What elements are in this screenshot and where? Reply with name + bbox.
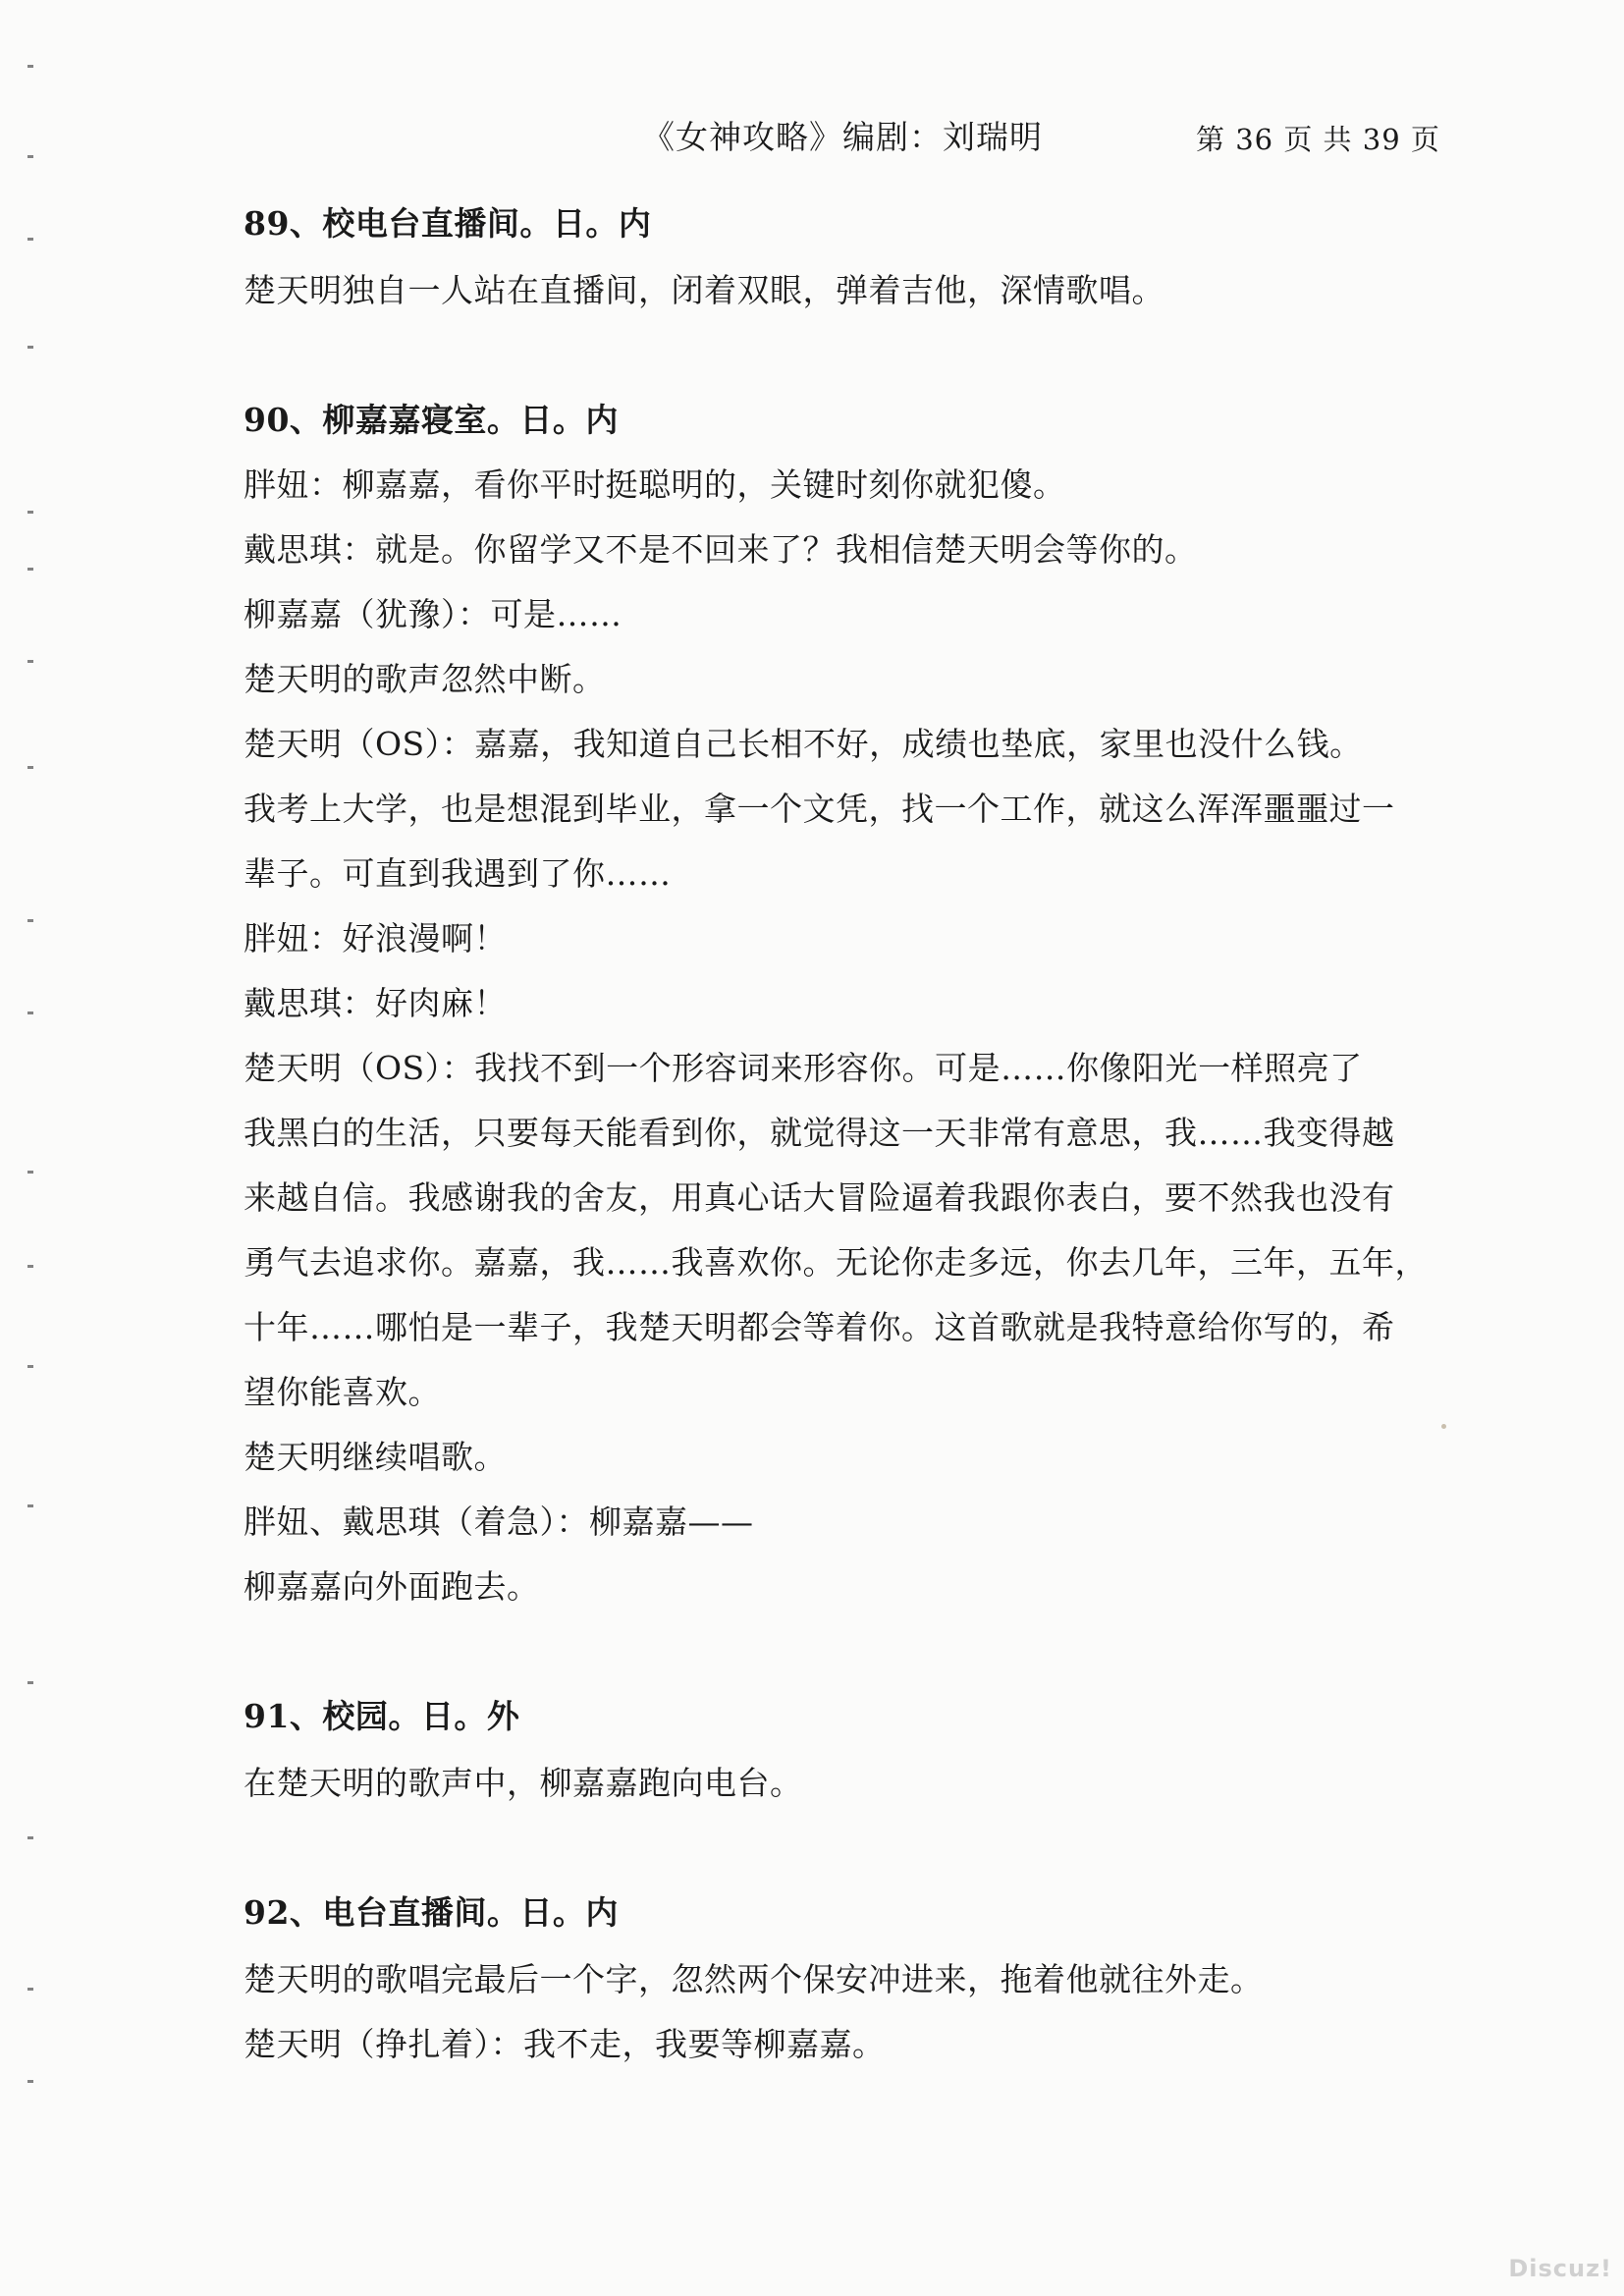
scan-mark: [27, 511, 33, 514]
script-line: 我考上大学，也是想混到毕业，拿一个文凭，找一个工作，就这么浑浑噩噩过一: [244, 790, 1395, 828]
scene-heading: 92、电台直播间。日。内: [244, 1893, 619, 1932]
scan-mark: [27, 346, 33, 349]
page-number: 第 36 页 共 39 页: [1196, 123, 1440, 156]
script-line: 楚天明的歌声忽然中断。: [244, 660, 606, 698]
watermark-logo: Discuz!: [1508, 2255, 1612, 2282]
script-line: 在楚天明的歌声中，柳嘉嘉跑向电台。: [244, 1764, 803, 1802]
scan-mark: [27, 1171, 33, 1174]
scan-mark: [27, 1836, 33, 1839]
script-line: 胖妞：柳嘉嘉，看你平时挺聪明的，关键时刻你就犯傻。: [244, 465, 1066, 504]
scan-mark: [27, 919, 33, 922]
scan-mark: [27, 155, 33, 158]
scan-mark: [27, 2080, 33, 2083]
scan-mark: [27, 238, 33, 241]
script-line: 戴思琪：好肉麻！: [244, 984, 507, 1022]
script-line: 辈子。可直到我遇到了你……: [244, 854, 672, 893]
scan-mark: [27, 65, 33, 68]
script-line: 勇气去追求你。嘉嘉，我……我喜欢你。无论你走多远，你去几年，三年，五年，: [244, 1243, 1428, 1282]
script-line: 楚天明（OS）：我找不到一个形容词来形容你。可是……你像阳光一样照亮了: [244, 1049, 1363, 1087]
page-header: [0, 112, 1624, 161]
scan-mark: [27, 1365, 33, 1368]
script-line: 柳嘉嘉（犹豫）：可是……: [244, 595, 623, 633]
scan-mark: [27, 1681, 33, 1684]
script-line: 楚天明（OS）：嘉嘉，我知道自己长相不好，成绩也垫底，家里也没什么钱。: [244, 725, 1363, 763]
scan-mark: [27, 1265, 33, 1268]
scan-mark: [27, 766, 33, 769]
script-line: 柳嘉嘉向外面跑去。: [244, 1567, 540, 1606]
script-line: 我黑白的生活，只要每天能看到你，就觉得这一天非常有意思，我……我变得越: [244, 1114, 1395, 1152]
script-line: 楚天明（挣扎着）：我不走，我要等柳嘉嘉。: [244, 2025, 886, 2063]
scene-heading: 91、校园。日。外: [244, 1697, 520, 1735]
document-title: 《女神攻略》编剧：刘瑞明: [642, 118, 1043, 156]
script-line: 楚天明继续唱歌。: [244, 1438, 507, 1476]
scan-mark: [27, 1011, 33, 1014]
scan-mark: [27, 1504, 33, 1507]
scan-mark: [27, 1988, 33, 1991]
script-line: 戴思琪：就是。你留学又不是不回来了？我相信楚天明会等你的。: [244, 530, 1198, 569]
scene-heading: 89、校电台直播间。日。内: [244, 204, 652, 243]
scene-heading: 90、柳嘉嘉寝室。日。内: [244, 401, 619, 439]
script-line: 楚天明的歌唱完最后一个字，忽然两个保安冲进来，拖着他就往外走。: [244, 1960, 1264, 1998]
script-line: 十年……哪怕是一辈子，我楚天明都会等着你。这首歌就是我特意给你写的，希: [244, 1308, 1395, 1346]
scan-mark: [27, 660, 33, 663]
scan-mark: [27, 568, 33, 571]
script-line: 胖妞：好浪漫啊！: [244, 919, 507, 957]
script-line: 胖妞、戴思琪（着急）：柳嘉嘉——: [244, 1503, 754, 1541]
script-line: 楚天明独自一人站在直播间，闭着双眼，弹着吉他，深情歌唱。: [244, 271, 1164, 309]
script-line: 望你能喜欢。: [244, 1373, 441, 1411]
scan-speck: [1441, 1424, 1446, 1429]
script-line: 来越自信。我感谢我的舍友，用真心话大冒险逼着我跟你表白，要不然我也没有: [244, 1178, 1395, 1217]
